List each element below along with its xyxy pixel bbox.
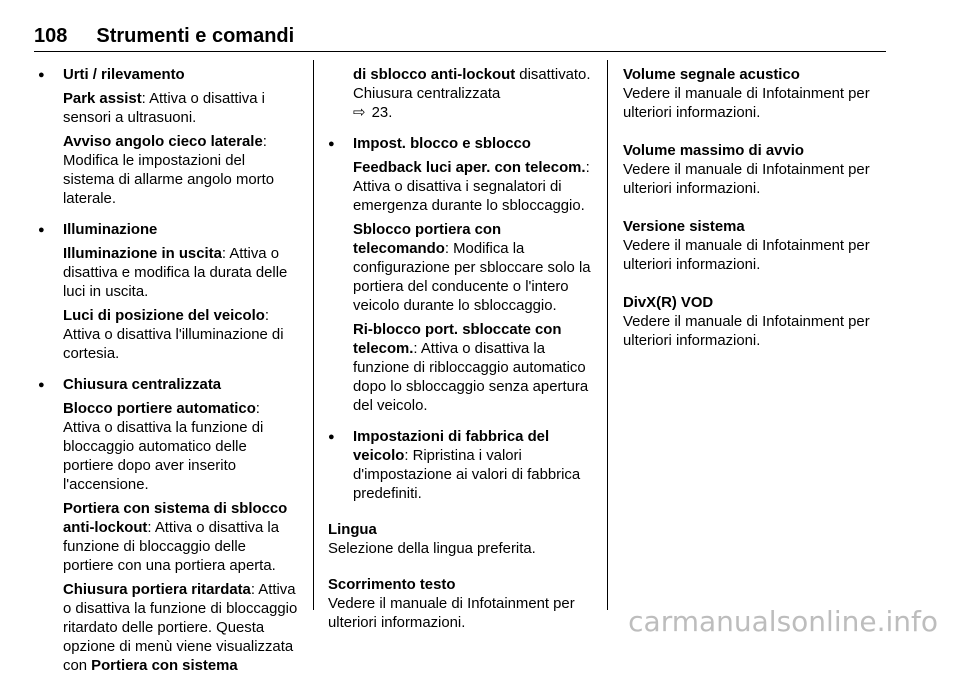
option-label: Luci di posizione del veicolo bbox=[63, 308, 265, 324]
menu-reference: Portiera con sistema bbox=[91, 658, 238, 674]
option-text: disattivato. Chiusura centralizzata bbox=[353, 67, 591, 102]
option-label: Avviso angolo cieco laterale bbox=[63, 134, 263, 150]
section-text: Selezione della lingua preferita. bbox=[328, 541, 536, 557]
section-heading: Impost. blocco e sblocco bbox=[353, 136, 531, 152]
option-text: : Attiva o disattiva i sensori a ultrasuoni. bbox=[63, 91, 265, 126]
list-item-fabbrica bbox=[328, 428, 594, 504]
menu-reference: di sblocco anti-lockout bbox=[353, 67, 516, 83]
section-text: Vedere il manuale di Infotainment per ulteriori informazioni. bbox=[623, 86, 870, 121]
section-text: Vedere il manuale di Infotainment per ulteriori informazioni. bbox=[623, 238, 870, 273]
option-text: : Attiva o disattiva la funzione di bloccaggio delle portiere con una portiera aperta. bbox=[63, 520, 279, 574]
column-2 bbox=[328, 66, 594, 633]
page-ref-arrow-icon: ⇨ bbox=[353, 105, 366, 121]
section-heading: DivX(R) VOD bbox=[623, 295, 714, 311]
option-text: : Modifica le impostazioni del sistema di allarme angolo morto laterale. bbox=[63, 134, 275, 207]
section-heading: Lingua bbox=[328, 522, 377, 538]
option-label: Blocco portiere automatico bbox=[63, 401, 256, 417]
column-divider-2 bbox=[607, 60, 608, 610]
section-divx bbox=[623, 294, 893, 351]
option-label: Portiera con sistema di sblocco anti-lockout bbox=[63, 501, 288, 536]
section-versione bbox=[623, 218, 893, 275]
option-label: Sblocco portiera con telecomando bbox=[353, 222, 502, 257]
section-heading: Illuminazione bbox=[63, 222, 158, 238]
option-label: Ri-blocco port. sbloccate con telecom. bbox=[353, 322, 562, 357]
option-text: : Ripristina i valori d'impostazione ai valori di fabbrica predefiniti. bbox=[353, 448, 581, 502]
watermark: carmanualsonline.info bbox=[628, 605, 938, 638]
section-volume-massimo bbox=[623, 142, 893, 199]
option-label: Illuminazione in uscita bbox=[63, 246, 222, 262]
option-label: Impostazioni di fabbrica del veicolo bbox=[353, 429, 550, 464]
list-item-chiusura bbox=[38, 376, 300, 676]
section-heading: Volume segnale acustico bbox=[623, 67, 800, 83]
section-text: Vedere il manuale di Infotainment per ulteriori informazioni. bbox=[328, 596, 575, 631]
option-label: Chiusura portiera ritardata bbox=[63, 582, 251, 598]
section-volume-segnale bbox=[623, 66, 893, 123]
continuation-text bbox=[328, 66, 594, 123]
page-number: 108 bbox=[34, 25, 68, 47]
section-heading: Scorrimento testo bbox=[328, 577, 456, 593]
list-item-urti bbox=[38, 66, 300, 209]
section-text: Vedere il manuale di Infotainment per ulteriori informazioni. bbox=[623, 162, 870, 197]
list-item-impost bbox=[328, 135, 594, 416]
section-heading: Volume massimo di avvio bbox=[623, 143, 804, 159]
section-heading: Urti / rilevamento bbox=[63, 67, 185, 83]
column-3 bbox=[623, 66, 893, 351]
option-text: : Attiva o disattiva l'illuminazione di cortesia. bbox=[63, 308, 284, 362]
column-1 bbox=[38, 66, 300, 676]
column-divider-1 bbox=[313, 60, 314, 610]
option-text: : Attiva o disattiva la funzione di ribloccaggio automatico dopo lo sbloccaggio senza apertura del veicolo. bbox=[353, 341, 589, 414]
option-text: : Attiva o disattiva e modifica la durata delle luci in uscita. bbox=[63, 246, 288, 300]
section-heading: Chiusura centralizzata bbox=[63, 377, 222, 393]
option-text: : Modifica la configurazione per sbloccare solo la portiera del conducente o l'intero veicolo durante lo sbloccaggio. bbox=[353, 241, 591, 314]
option-label: Feedback luci aper. con telecom. bbox=[353, 160, 586, 176]
page-header bbox=[34, 8, 294, 48]
option-text: : Attiva o disattiva i segnalatori di emergenza durante lo sbloccaggio. bbox=[353, 160, 590, 214]
list-item-illuminazione bbox=[38, 221, 300, 364]
option-text: : Attiva o disattiva la funzione di bloccaggio ritardato delle portiere. Questa opzione di menù viene visualizzata con bbox=[63, 582, 298, 674]
header-rule bbox=[34, 51, 886, 52]
page-reference[interactable]: 23. bbox=[371, 105, 393, 121]
page-title: Strumenti e comandi bbox=[96, 25, 295, 47]
option-label: Park assist bbox=[63, 91, 142, 107]
option-text: : Attiva o disattiva la funzione di bloccaggio automatico delle portiere dopo aver inserito l'accensione. bbox=[63, 401, 264, 493]
section-scorrimento bbox=[328, 576, 594, 633]
section-heading: Versione sistema bbox=[623, 219, 745, 235]
section-text: Vedere il manuale di Infotainment per ulteriori informazioni. bbox=[623, 314, 870, 349]
section-lingua bbox=[328, 521, 594, 559]
